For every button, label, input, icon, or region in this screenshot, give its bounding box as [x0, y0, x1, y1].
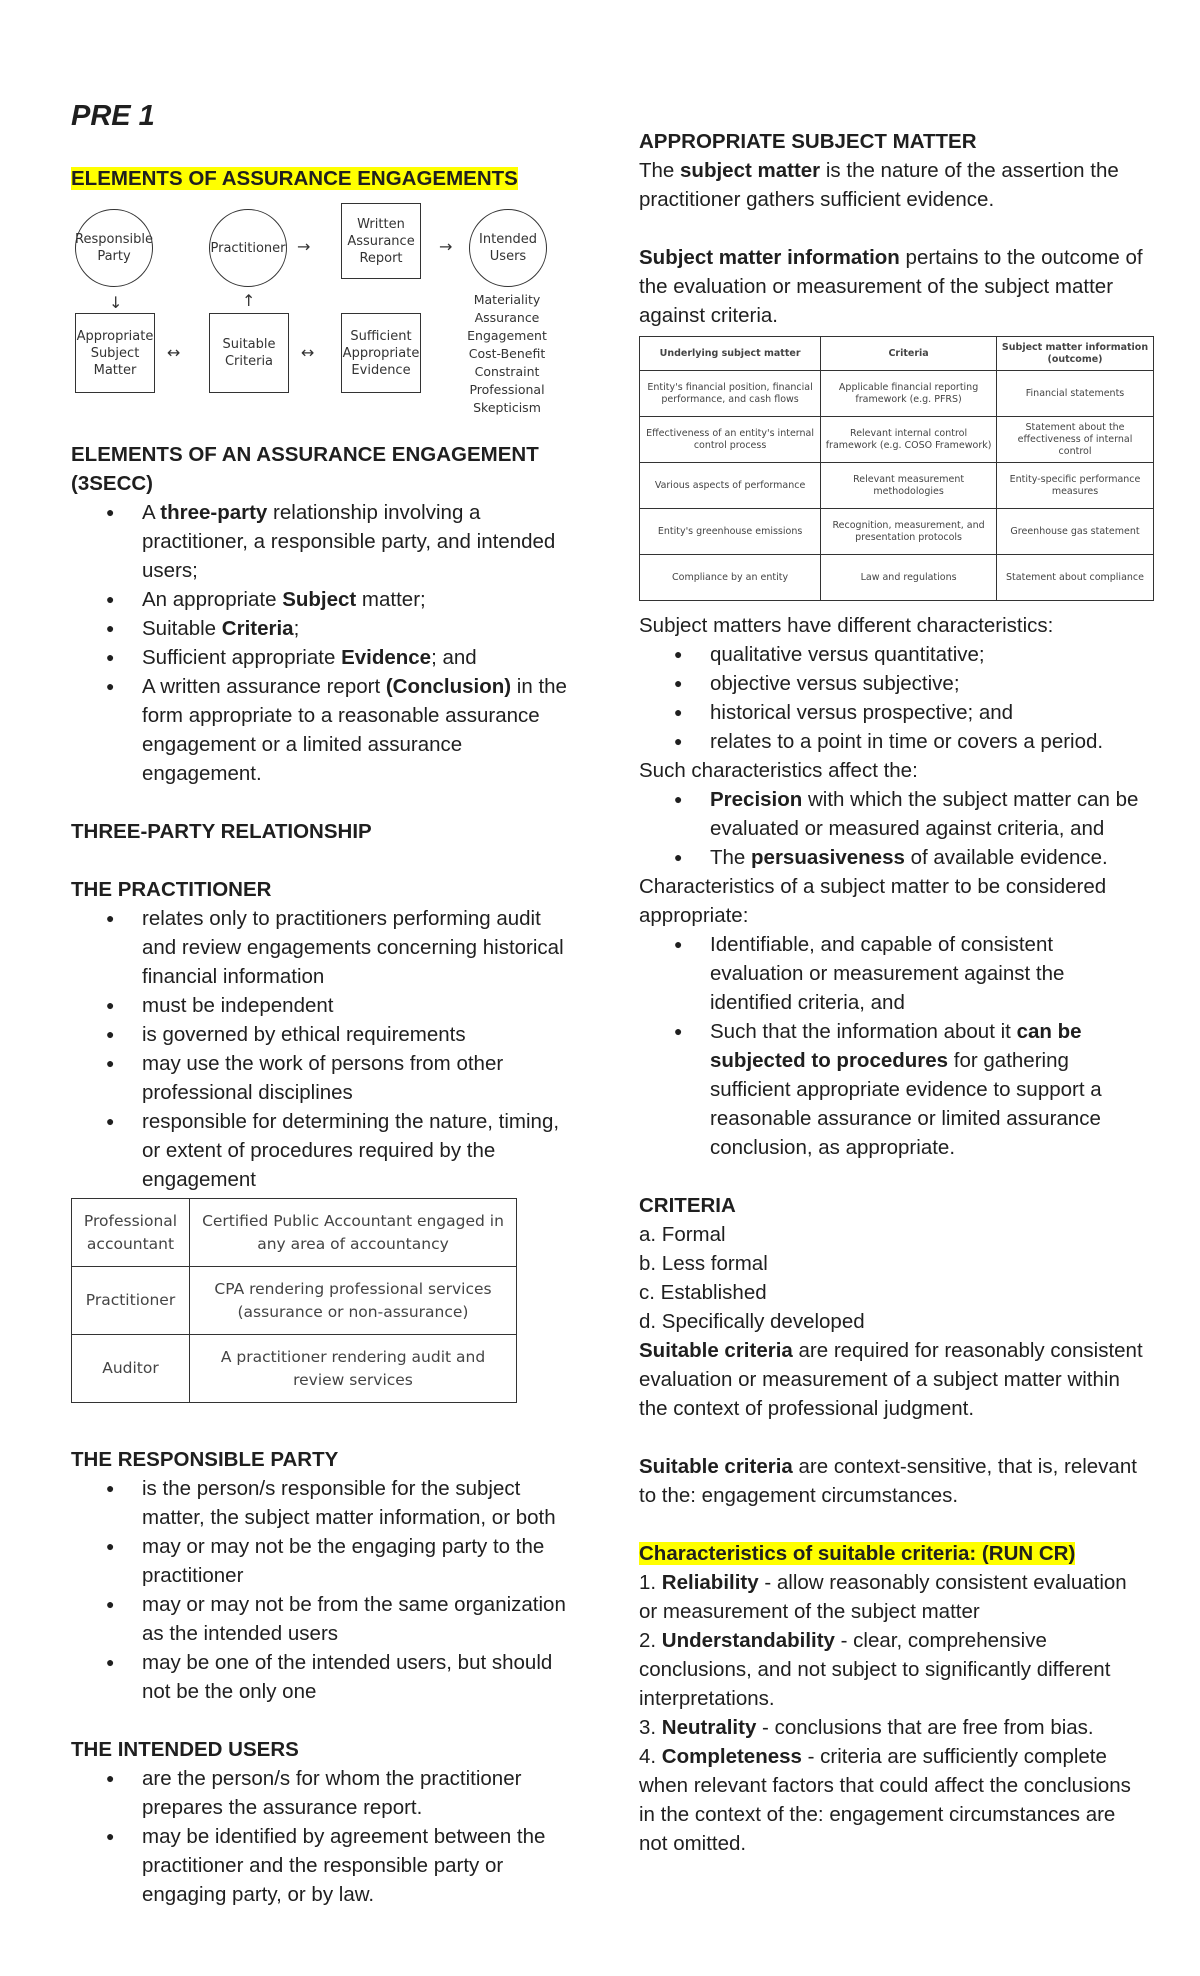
bold-text: Subject matter information: [639, 246, 900, 269]
table-row: [72, 1335, 517, 1403]
text-run: 1.: [639, 1571, 662, 1594]
bold-text: Completeness: [661, 1745, 802, 1768]
bold-text: Evidence: [341, 646, 432, 669]
table-cell: Statement about compliance: [997, 555, 1154, 601]
affect-list: [639, 785, 1149, 872]
bold-text: three-party: [160, 501, 268, 524]
bold-text: subject matter: [680, 159, 821, 182]
table-cell: Entity's financial position, financial performance, and cash flows: [640, 371, 821, 417]
text-run: Suitable: [142, 617, 222, 640]
list-item: ● are the person/s for whom the practitioner prepares the assurance report.: [71, 1764, 571, 1822]
arrow-right-icon: →: [439, 237, 453, 256]
table-row: [640, 417, 1154, 463]
bold-text: Precision: [710, 788, 803, 811]
list-item: [639, 785, 1149, 843]
run-list: [639, 1568, 1149, 1858]
list-item: ● may or may not be the engaging party to the practitioner: [71, 1532, 571, 1590]
table-cell: Greenhouse gas statement: [997, 509, 1154, 555]
table-cell: Practitioner: [72, 1267, 190, 1335]
appropriate-intro: Characteristics of a subject matter to be considered appropriate:: [639, 875, 1107, 927]
list-item: [71, 585, 571, 614]
table-cell: Professional accountant: [72, 1199, 190, 1267]
left-column: [71, 164, 571, 1909]
practitioner-table: [71, 1198, 517, 1403]
table-cell: Entity's greenhouse emissions: [640, 509, 821, 555]
subject-heading: APPROPRIATE SUBJECT MATTER: [639, 130, 977, 153]
text-run: - allow reasonably consistent evaluation or measurement of the subject matter: [639, 1571, 1127, 1623]
diagram-assurance-engagement: Assurance Engagement: [467, 310, 547, 343]
diagram-heading: ELEMENTS OF ASSURANCE ENGAGEMENTS: [71, 167, 518, 190]
diagram-responsible-party: Responsible Party: [75, 209, 153, 287]
list-item: [639, 1017, 1149, 1162]
diagram-criteria: Suitable Criteria: [209, 313, 289, 393]
table-row: [640, 371, 1154, 417]
suitable-paragraph-2: [639, 1452, 1149, 1510]
text-run: Identifiable, and capable of consistent evaluation or measurement against the identified criteria, and: [710, 933, 1065, 1014]
diagram-intended-users: Intended Users: [469, 209, 547, 287]
list-item: [639, 843, 1149, 872]
list-item: [71, 643, 571, 672]
text-run: An appropriate: [142, 588, 283, 611]
subject-paragraph-2: [639, 243, 1149, 330]
arrow-both-icon: ↔: [301, 343, 315, 362]
text-run: - clear, comprehensive conclusions, and not subject to significantly different interpretations.: [639, 1629, 1111, 1710]
table-cell: Entity-specific performance measures: [997, 463, 1154, 509]
text-run: 3.: [639, 1716, 662, 1739]
text-run: Such that the information about it: [710, 1020, 1017, 1043]
run-heading: Characteristics of suitable criteria: (RUN CR): [639, 1542, 1076, 1565]
table-cell: Statement about the effectiveness of internal control: [997, 417, 1154, 463]
table-cell: Applicable financial reporting framework (e.g. PFRS): [821, 371, 997, 417]
list-item: [639, 930, 1149, 1017]
diagram-cost-benefit: Cost-Benefit Constraint: [468, 346, 546, 379]
bold-text: (Conclusion): [385, 675, 512, 698]
table-row: [640, 509, 1154, 555]
text-run: ;: [293, 617, 300, 640]
run-item: [639, 1626, 1149, 1713]
diagram-practitioner: Practitioner: [209, 209, 287, 287]
table-header-cell: Underlying subject matter: [640, 337, 821, 371]
table-header-cell: Subject matter information (outcome): [997, 337, 1154, 371]
table-cell: Financial statements: [997, 371, 1154, 417]
list-item: ● qualitative versus quantitative;: [639, 640, 1149, 669]
text-run: The: [639, 159, 681, 182]
list-item: ● is the person/s responsible for the subject matter, the subject matter information, or both: [71, 1474, 571, 1532]
text-run: 4.: [639, 1745, 662, 1768]
text-run: - conclusions that are free from bias.: [756, 1716, 1094, 1739]
assurance-diagram: [71, 203, 583, 415]
table-cell: Auditor: [72, 1335, 190, 1403]
affect-intro: Such characteristics affect the:: [639, 759, 918, 782]
text-run: A written assurance report: [142, 675, 386, 698]
characteristics-list: [639, 640, 1149, 756]
text-run: with which the subject matter can be evaluated or measured against criteria, and: [710, 788, 1139, 840]
text-run: matter;: [356, 588, 426, 611]
appropriate-list: [639, 930, 1149, 1162]
elements-heading: ELEMENTS OF AN ASSURANCE ENGAGEMENT (3SECC): [71, 443, 539, 495]
bold-text: can be subjected to procedures: [710, 1020, 1082, 1072]
subject-matter-table: [639, 336, 1154, 601]
list-item: ● relates only to practitioners performing audit and review engagements concerning historical financial information: [71, 904, 571, 991]
bold-text: Understandability: [661, 1629, 835, 1652]
text-run: A: [142, 501, 161, 524]
table-cell: Law and regulations: [821, 555, 997, 601]
practitioner-heading: THE PRACTITIONER: [71, 878, 272, 901]
table-cell: A practitioner rendering audit and review services: [190, 1335, 517, 1403]
page-title: PRE 1: [71, 100, 155, 132]
diagram-subject-matter: Appropriate Subject Matter: [75, 313, 155, 393]
users-heading: THE INTENDED USERS: [71, 1738, 299, 1761]
table-row: [640, 463, 1154, 509]
criteria-heading: CRITERIA: [639, 1194, 736, 1217]
diagram-considerations: [437, 292, 577, 415]
right-column: [639, 127, 1149, 1858]
table-cell: Relevant measurement methodologies: [821, 463, 997, 509]
bold-text: Suitable criteria: [639, 1339, 793, 1362]
list-item: ● relates to a point in time or covers a period.: [639, 727, 1149, 756]
list-item: ● is governed by ethical requirements: [71, 1020, 571, 1049]
list-item: ● may or may not be from the same organization as the intended users: [71, 1590, 571, 1648]
table-cell: CPA rendering professional services (assurance or non-assurance): [190, 1267, 517, 1335]
table-cell: Recognition, measurement, and presentation protocols: [821, 509, 997, 555]
text-run: - criteria are sufficiently complete when relevant factors that could affect the conclusions in the context of the: engagement circumstances are not omitted.: [639, 1745, 1131, 1855]
table-header-cell: Criteria: [821, 337, 997, 371]
text-run: of available evidence.: [904, 846, 1108, 869]
table-header-row: [640, 337, 1154, 371]
text-run: are context-sensitive, that is, relevant to the: engagement circumstances.: [639, 1455, 1137, 1507]
users-list: [71, 1764, 571, 1909]
text-run: for gathering sufficient appropriate evidence to support a reasonable assurance or limited assurance conclusion, as appropriate.: [710, 1049, 1102, 1159]
suitable-paragraph-1: [639, 1336, 1149, 1423]
text-run: Sufficient appropriate: [142, 646, 342, 669]
table-cell: Certified Public Accountant engaged in any area of accountancy: [190, 1199, 517, 1267]
bold-text: Subject: [282, 588, 357, 611]
table-cell: Various aspects of performance: [640, 463, 821, 509]
criteria-item: c. Established: [639, 1281, 767, 1304]
run-item: [639, 1713, 1149, 1742]
text-run: are required for reasonably consistent evaluation or measurement of a subject matter within the context of professional judgment.: [639, 1339, 1143, 1420]
bold-text: Neutrality: [661, 1716, 757, 1739]
list-item: ● may use the work of persons from other professional disciplines: [71, 1049, 571, 1107]
text-run: 2.: [639, 1629, 662, 1652]
table-row: [640, 555, 1154, 601]
criteria-item: a. Formal: [639, 1223, 726, 1246]
criteria-item: b. Less formal: [639, 1252, 768, 1275]
text-run: pertains to the outcome of the evaluation or measurement of the subject matter against criteria.: [639, 246, 1143, 327]
arrow-both-icon: ↔: [167, 343, 181, 362]
arrow-down-icon: ↓: [109, 293, 123, 312]
list-item: ● objective versus subjective;: [639, 669, 1149, 698]
arrow-right-icon: →: [297, 237, 311, 256]
diagram-evidence: Sufficient Appropriate Evidence: [341, 313, 421, 393]
list-item: ● must be independent: [71, 991, 571, 1020]
criteria-list: [639, 1220, 1149, 1336]
table-cell: Relevant internal control framework (e.g. COSO Framework): [821, 417, 997, 463]
text-run: ; and: [431, 646, 477, 669]
list-item: [71, 672, 571, 788]
arrow-up-icon: ↑: [242, 291, 256, 310]
list-item: [71, 498, 571, 585]
list-item: ● may be identified by agreement between the practitioner and the responsible party or engaging party, or by law.: [71, 1822, 571, 1909]
text-run: is the nature of the assertion the practitioner gathers sufficient evidence.: [639, 159, 1119, 211]
bold-text: Suitable criteria: [639, 1455, 793, 1478]
characteristics-intro: Subject matters have different characteristics:: [639, 614, 1054, 637]
list-item: ● historical versus prospective; and: [639, 698, 1149, 727]
table-cell: Effectiveness of an entity's internal control process: [640, 417, 821, 463]
list-item: ● responsible for determining the nature, timing, or extent of procedures required by the engagement: [71, 1107, 571, 1194]
diagram-written-report: Written Assurance Report: [341, 203, 421, 279]
run-item: [639, 1742, 1149, 1858]
list-item: ● may be one of the intended users, but should not be the only one: [71, 1648, 571, 1706]
text-run: The: [710, 846, 752, 869]
text-run: relationship involving a practitioner, a responsible party, and intended users;: [142, 501, 556, 582]
list-item: [71, 614, 571, 643]
table-row: [72, 1267, 517, 1335]
criteria-item: d. Specifically developed: [639, 1310, 865, 1333]
text-run: in the form appropriate to a reasonable assurance engagement or a limited assurance engagement.: [142, 675, 567, 785]
table-row: [72, 1199, 517, 1267]
elements-list: [71, 498, 571, 788]
practitioner-list: [71, 904, 571, 1194]
responsible-heading: THE RESPONSIBLE PARTY: [71, 1448, 339, 1471]
bold-text: persuasiveness: [751, 846, 905, 869]
subject-paragraph-1: [639, 156, 1149, 214]
responsible-list: [71, 1474, 571, 1706]
bold-text: Criteria: [221, 617, 294, 640]
bold-text: Reliability: [661, 1571, 759, 1594]
diagram-skepticism: Professional Skepticism: [469, 382, 545, 415]
run-item: [639, 1568, 1149, 1626]
table-cell: Compliance by an entity: [640, 555, 821, 601]
three-party-heading: THREE-PARTY RELATIONSHIP: [71, 820, 372, 843]
diagram-materiality: Materiality: [473, 292, 541, 307]
